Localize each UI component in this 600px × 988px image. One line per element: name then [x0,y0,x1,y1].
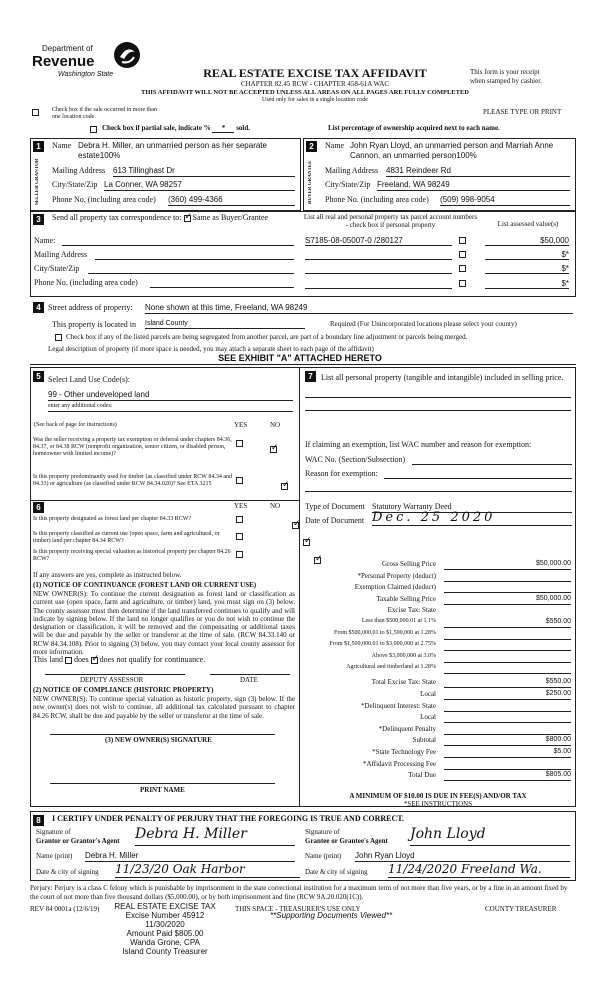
perjury-note: Perjury: Perjury is a class C felony which is punishable by imprisonment in the state correctional institution for a maximum term of not more than five years, or by a fine in an amount fixed by the court of not more than five thousand dollars ($5,000.00), or by both imprisonment and fine (RCW 9A.20.020(1C)). [30,884,568,901]
street-label: Street address of property: [48,303,133,312]
tax-table [303,560,573,783]
section-3-badge: 3 [33,214,44,225]
land-use-label: Select Land Use Code(s): [48,375,130,384]
grantee-date-city: 11/24/2020 Freeland Wa. [388,862,570,878]
tax-row-value [444,664,571,674]
personal-property-label: List all personal property (tangible and intangible) included in selling price. [321,373,564,382]
grantee-signature: John Lloyd [410,826,570,846]
tax-row [303,641,573,653]
dor-swirl-icon [112,40,142,70]
tax-row [303,664,573,678]
stamp-title: REAL ESTATE EXCISE TAX [114,902,216,911]
seller-side-label: SELLER GRANTOR [35,158,40,206]
tax-row-value: $805.00 [444,771,571,781]
dept-line3: Washington State [58,71,114,78]
legal-desc-line [30,364,576,365]
buyer-city: Freeland, WA 98249 [377,180,570,191]
does-checkbox[interactable] [65,657,72,664]
segregated-label: Check box if any of the listed parcels are being segregated from another parcel, are part of a boundary line adjustment or parcels being merged. [66,333,468,341]
tax-row [303,736,573,748]
tax-row-value [444,653,571,663]
tax-row-value [444,606,571,616]
tax-row-label: Gross Selling Price [381,560,436,568]
tax-row-value: $800.00 [444,736,571,746]
section-7-badge: 7 [305,371,316,382]
continuance-line [33,655,205,665]
corr-city-line [88,273,294,274]
tax-row [303,560,573,572]
tax-row-value: $50,000.00 [444,595,571,605]
grantor-sig-label1: Signature of [36,828,71,836]
doc-type-value: Statutory Warranty Deed [372,502,572,513]
tax-row [303,713,573,725]
tax-row [303,748,573,760]
sec6-q1-no[interactable] [292,522,299,529]
tax-row-value [444,725,571,735]
sec6-q2: Is this property classified as current use (open space, farm and agricultural, or timber) land per chapter 84.34 RCW? [33,531,220,544]
tax-row-value: $550.00 [444,618,571,628]
sec5-q2-yes[interactable] [236,477,243,484]
buyer-city-label: City/State/Zip [325,180,371,189]
tax-row [303,760,573,772]
grantor-print-label: Name (print) [36,852,73,860]
section-5-badge: 5 [33,371,44,382]
legal-desc-value: SEE EXHIBIT "A" ATTACHED HERETO [218,353,382,363]
tax-row-label: Local [420,713,436,722]
stamp-block [100,903,230,957]
assessed-row-3: $* [485,264,569,274]
located-label: This property is located in [52,320,136,329]
seller-phone-label: Phone No. (including area code) [52,195,156,204]
tax-row-value: $5.00 [444,748,571,758]
print-name-label: PRINT NAME [140,786,185,794]
seller-mail: 613 Tillinghast Dr [113,166,295,177]
reason-line-2 [305,491,572,492]
tax-row-value [444,630,571,640]
grantor-date-city: 11/23/20 Oak Harbor [115,862,300,878]
tax-row [303,725,573,737]
sec6-q1: Is this property designated as forest land per chapter 84.33 RCW? [33,516,192,522]
partial-sale-label [102,124,322,133]
sec5-q1-yes[interactable] [236,440,243,447]
section-6-rule [30,500,299,501]
does-not-text: does not [99,655,127,664]
treasurer-space-label: THIS SPACE - TREASURER'S USE ONLY [235,905,361,913]
sold-text: sold. [236,124,251,132]
tax-row [303,653,573,665]
tax-row-value [444,583,571,593]
parcel-2-checkbox[interactable] [459,251,466,258]
sec6-q3-yes[interactable] [236,551,243,558]
partial-sale-checkbox[interactable] [90,126,97,133]
section-4-badge: 4 [33,302,44,313]
stamp-amount: Amount Paid $805.00 [126,928,204,938]
tax-row [303,606,573,618]
section-1-badge: 1 [33,141,44,152]
grantee-sig-label1: Signature of [305,828,340,836]
receipt-line1: This form is your receipt [470,68,540,76]
stamp-office: Island County Treasurer [122,946,208,956]
sec5-q1-no[interactable] [270,446,277,453]
tax-row [303,572,573,584]
reason-label: Reason for exemption: [305,469,378,478]
legal-desc-label: Legal description of property (if more space is needed, you may attach a separate sheet to each page of the affidavit) [48,345,374,353]
doc-date-value: Dec. 25 2020 [372,510,572,526]
personal-line-2 [305,410,571,411]
county-treasurer-label: COUNTY TREASURER [485,905,557,913]
corr-city-label: City/State/Zip [34,264,80,273]
tax-row-label: Agricultural and timberland at 1.28% [346,664,436,671]
stamp-name: Wanda Grone, CPA [130,937,200,947]
corr-name-label: Name: [34,236,56,245]
same-as-buyer-text: Same as Buyer/Grantee [192,213,269,222]
tax-row-label: *Affidavit Processing Fee [363,759,436,768]
tax-row-label: Local [420,689,436,698]
buyer-name: John Ryan Lloyd, an unmarried person and Marriah Anne Cannon, an unmarried person100% [350,141,554,160]
parcel-row-2 [305,250,452,260]
grantor-signature: Debra H. Miller [135,826,295,846]
form-rev: REV 84 0001a (12/6/19) [30,905,100,913]
warning-line: THIS AFFIDAVIT WILL NOT BE ACCEPTED UNLESS ALL AREAS ON ALL PAGES ARE FULLY COMPLETED [141,89,469,96]
notice2-text: NEW OWNER(S): To continue special valuation as historic property, sign (3) below. If the new owner(s) does not wish to continue, all additional tax calculated pursuant to chapter 84.26 RCW, shall be due and payable by the seller or transferor at the time of sale. [33,695,295,720]
tax-row-label: Less than $500,000.01 at 1.1% [361,617,436,624]
assessed-row-4: $* [485,279,569,289]
additional-codes-label: enter any additional codes: [48,403,113,409]
does-text: does [74,655,89,664]
sec5-yes-header: YES [234,421,248,429]
tax-row-value: $250.00 [444,690,571,700]
type-print-label: PLEASE TYPE OR PRINT [483,108,562,116]
tax-row-label: Taxable Selling Price [376,594,436,603]
stamp-date: 11/30/2020 [145,919,185,929]
tax-row-value [444,641,571,651]
section-6-badge: 6 [33,502,44,513]
tax-row-value [444,760,571,770]
dept-line2: Revenue [32,53,95,70]
personal-line-1 [305,397,571,398]
tax-row-label: From $1,500,000.01 to $3,000,000 at 2.75% [329,641,436,648]
qualify-text: qualify for continuance. [128,655,206,664]
grantee-date-label: Date & city of signing [305,868,368,876]
tax-row-label: Total Excise Tax: State [371,678,436,687]
tax-row-label: *Delinquent Penalty [378,724,436,733]
county-required-note: Required (For Unincorporated locations please select your county) [330,320,517,328]
street-value: None shown at this time, Freeland, WA 98249 [145,303,573,314]
multi-location-checkbox[interactable] [32,109,39,116]
seller-city: La Conner, WA 98257 [104,180,295,191]
notice1-title: (1) NOTICE OF CONTINUANCE (FOREST LAND OR CURRENT USE) [33,581,257,589]
deputy-date-line [210,674,290,675]
corr-phone-label: Phone No. (including area code) [34,278,138,287]
corr-name-line [62,245,294,246]
sec6-yes-header: YES [234,502,248,510]
exemption-label: If claiming an exemption, list WAC number and reason for exemption: [305,440,532,449]
deputy-label: DEPUTY ASSESSOR [80,676,144,684]
sec6-q2-no[interactable] [303,539,310,546]
tax-row [303,678,573,690]
wac-label: WAC No. (Section/Subsection) [305,455,406,464]
buyer-mail-label: Mailing Address [325,166,379,175]
grantor-sig-label2: Grantor or Grantor's Agent [36,837,120,845]
county-value: Island County [145,320,305,329]
sec6-no-header: NO [270,502,281,510]
buyer-name-label: Name [325,141,345,150]
buyer-phone: (509) 998-9054 [440,195,570,206]
parcel-row-3 [305,264,452,274]
print-name-line [50,783,275,784]
tax-row-label: From $500,000.01 to $1,500,000 at 1.28% [334,629,436,636]
tax-row-label: Excise Tax: State [387,606,436,615]
sec6-q2-yes[interactable] [236,533,243,540]
tax-row-value: $50,000.00 [444,560,571,570]
sec5-q2: Is this property predominantly used for timber (as classified under RCW 84.34 and 84.33) or agriculture (as classified under RCW 84.34.020)? See ETA 3215 [33,474,233,487]
assessed-row-2: $* [485,250,569,260]
this-land-text: This land [33,655,63,664]
partial-sale-value: * [212,124,234,133]
dor-logo [28,40,148,90]
send-correspondence-label [52,213,268,223]
receipt-line2: when stamped by cashier. [470,77,542,85]
minimum-fee-note: A MINIMUM OF $10.00 IS DUE IN FEE(S) AND/OR TAX [349,792,527,800]
tax-row [303,690,573,702]
sec6-q3: Is this property receiving special valuation as historical property per chapter 84.26 RCW? [33,549,231,562]
land-use-code: 99 - Other undeveloped land [48,390,293,401]
tax-row [303,618,573,630]
tax-row-label: *State Technology Fee [372,747,436,756]
parcel-3-checkbox[interactable] [459,265,466,272]
tax-row [303,583,573,595]
tax-row-label: *Delinquent Interest: State [360,701,436,710]
parcel-row-4 [305,279,452,289]
tax-row [303,702,573,714]
chapter-line: CHAPTER 82.45 RCW - CHAPTER 458-61A WAC [240,80,390,88]
does-not-checkbox[interactable] [91,657,98,664]
parcel-row-1: S7185-08-05007-0 /280127 [305,236,452,246]
tax-row-value [444,713,571,723]
sec6-q1-yes[interactable] [236,516,243,523]
stamp-excise-number: Excise Number 45912 [125,910,205,920]
seller-city-label: City/State/Zip [52,180,98,189]
multi-location-label: Check box if the sale occurred in more than one location code. [52,107,157,120]
certify-statement: I CERTIFY UNDER PENALTY OF PERJURY THAT THE FOREGOING IS TRUE AND CORRECT. [52,814,405,823]
sec5-no-header: NO [270,421,281,429]
section-2-badge: 2 [306,141,317,152]
new-owner-sig-label: (3) NEW OWNER(S) SIGNATURE [105,736,212,744]
reason-line [384,478,572,479]
buyer-mail: 4831 Reindeer Rd [386,166,570,177]
corr-mail-line [95,259,294,260]
seller-phone: (360) 499-4366 [168,195,295,206]
tax-row-value [444,572,571,582]
additional-codes-line [48,411,293,412]
tax-row-label: Subtotal [412,736,436,745]
if-yes-note: If any answers are yes, complete as instructed below. [33,571,182,579]
sec5-q2-no[interactable] [281,483,288,490]
supporting-docs-stamp: **Supporting Documents Viewed** [270,911,393,920]
notice1-text: NEW OWNER(S): To continue the current designation as forest land or classification as current use (open space, farm and agriculture, or timber) land, you must sign on (3) below. The county assessor must then determine if the land transferred continues to qualify and will indicate by signing below. If the land no longer qualifies or you do not wish to continue the designation or classification, it will be removed and the compensating or additional taxes will be due and payable by the seller or transferor at the time of sale. (RCW 84.33.140 or RCW 84.34.108). Prior to signing (3) below, you may contact your local county assessor for more information. [33,590,295,656]
segregated-checkbox[interactable] [55,334,62,341]
grantee-print-name: John Ryan Lloyd [355,851,570,862]
grantee-print-label: Name (print) [305,852,342,860]
deputy-line [45,674,185,675]
see-back-label: (See back of page for instructions) [34,422,117,428]
parcel-header: List all real and personal property tax parcel account numbers - check box if personal property [303,213,478,230]
corr-mail-label: Mailing Address [34,250,88,259]
grantor-date-label: Date & city of signing [36,868,99,876]
tax-row [303,630,573,642]
tax-row [303,771,573,783]
section-8-badge: 8 [33,815,44,826]
see-instructions-note: *SEE INSTRUCTIONS [403,800,473,808]
deputy-date-label: DATE [240,676,258,684]
tax-row-value [444,702,571,712]
tax-row-label: Above $3,000,000 at 3.0% [371,652,436,659]
doc-type-label: Type of Document [305,502,365,511]
assessed-header: List assessed value(s) [497,220,559,228]
tax-row-value: $550.00 [444,678,571,688]
ownership-note: List percentage of ownership acquired next to each name. [328,124,500,132]
seller-mail-label: Mailing Address [52,166,106,175]
notice2-title: (2) NOTICE OF COMPLIANCE (HISTORIC PROPERTY) [33,686,214,694]
assessed-row-1: $50,000 [485,236,569,246]
parcel-4-checkbox[interactable] [459,280,466,287]
corr-phone-line [150,287,294,288]
wac-line [412,464,572,465]
tax-row [303,595,573,607]
seller-name: Debra H. Miller, an unmarried person as her separate estate100% [78,141,267,160]
tax-row-label: Total Due [408,771,436,780]
tax-row-label: Exemption Claimed (deduct) [354,583,436,592]
partial-sale-text: Check box if partial sale, indicate % [102,124,211,132]
sec5-q1: Was the seller receiving a property tax exemption or deferral under chapters 84.36, 84.37, or 84.38 RCW (nonprofit organization, senior citizen, or disabled person, homeowner with limited income)? [33,437,232,457]
buyer-phone-label: Phone No. (including area code) [325,195,429,204]
single-loc-line: Used only for sales in a single location code [262,97,368,103]
send-text: Send all property tax correspondence to: [52,213,182,222]
tax-row-label: *Personal Property (deduct) [357,571,436,580]
page-title: REAL ESTATE EXCISE TAX AFFIDAVIT [203,66,427,80]
same-as-buyer-checkbox[interactable] [184,215,191,222]
doc-date-label: Date of Document [305,516,365,525]
seller-name-label: Name [52,141,72,150]
grantor-print-name: Debra H. Miller [85,851,295,862]
grantee-sig-label2: Grantee or Grantee's Agent [305,837,388,845]
new-owner-sig-line [50,734,275,735]
buyer-side-label: BUYER GRANTEE [308,160,313,204]
section-divider [299,367,300,807]
parcel-1-checkbox[interactable] [459,237,466,244]
dept-line1: Department of [42,44,93,53]
